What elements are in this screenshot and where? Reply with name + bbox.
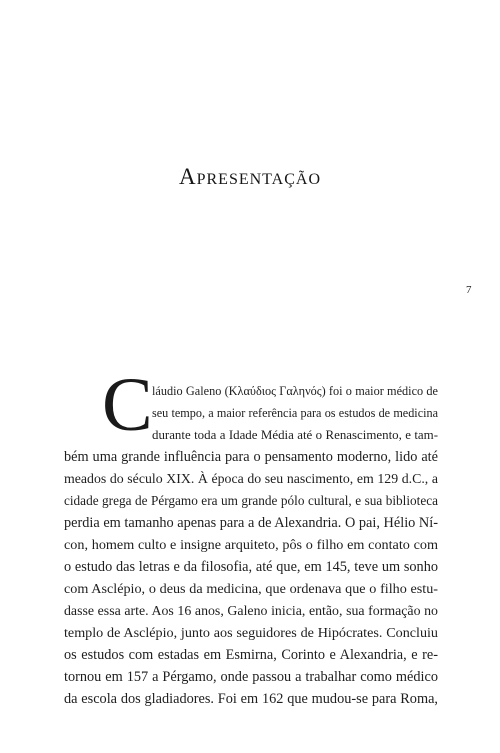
page-number: 7 [466,284,472,296]
text-line: con, homem culto e insigne arquiteto, pôs o filho em contato com [64,537,438,553]
chapter-title: Apresentação [178,164,321,189]
text-line: com Asclépio, o deus da medicina, que ordenava que o filho estu- [64,581,438,597]
text-line: o estudo das letras e da filosofia, até que, em 145, teve um sonho [64,559,438,575]
text-line: perdia em tamanho apenas para a de Alexandria. O pai, Hélio Ní- [64,515,438,531]
text-line: durante toda a Idade Média até o Renascimento, e tam- [152,427,438,442]
text-line: bém uma grande influência para o pensamento moderno, lido até [64,449,438,465]
text-line: cidade grega de Pérgamo era um grande pólo cultural, e sua biblioteca [64,493,438,508]
text-line: seu tempo, a maior referência para os estudos de medicina [152,406,438,420]
drop-cap: C [102,363,153,447]
text-line: meados do século XIX. À época do seu nascimento, em 129 d.C., a [64,471,438,486]
text-line: láudio Galeno (Κλαύδιος Γαληνός) foi o maior médico de [152,384,438,398]
text-line: tornou em 157 a Pérgamo, onde passou a trabalhar como médico [64,669,438,685]
text-line: dasse essa arte. Aos 16 anos, Galeno inicia, então, sua formação no [64,603,438,618]
text-line: os estudos com estadas em Esmirna, Corinto e Alexandria, e re- [64,647,438,663]
text-line: da escola dos gladiadores. Foi em 162 que mudou-se para Roma, [64,691,438,707]
text-line: templo de Asclépio, junto aos seguidores de Hipócrates. Concluiu [64,625,438,641]
